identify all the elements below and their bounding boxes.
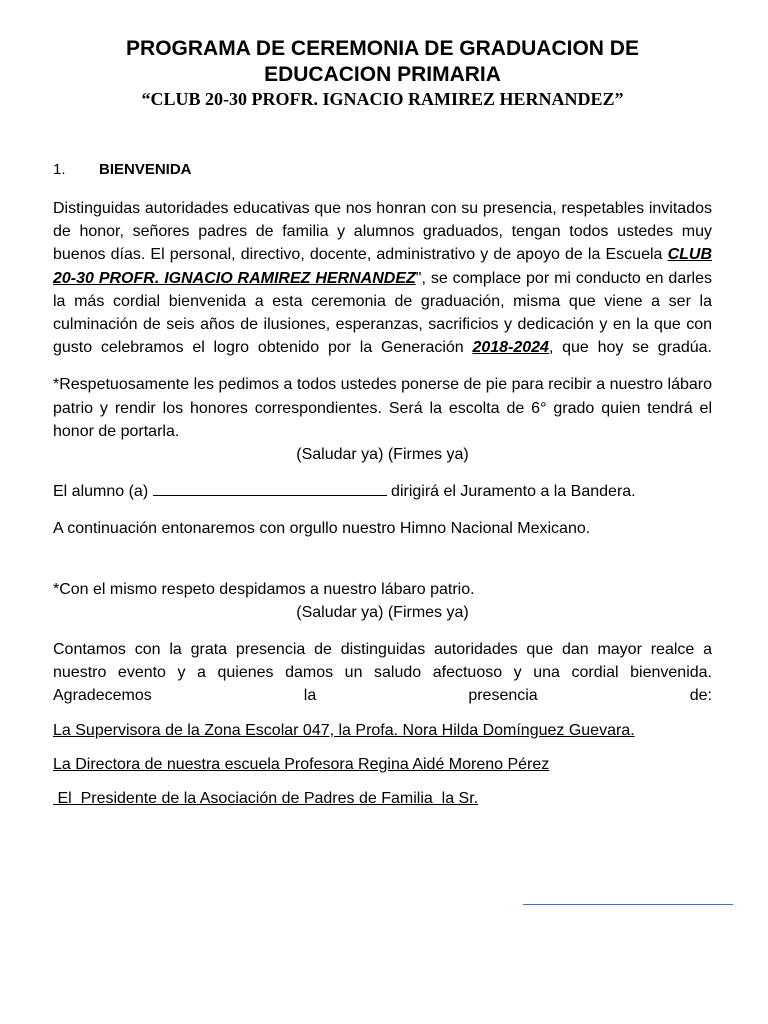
welcome-text-1: Distinguidas autoridades educativas que nos honran con su presencia, respetables invitados de honor, señores padres de familia y alumnos graduados, tengan todos ustedes muy buenos días. El personal, directivo, docente, administrativo y de apoyo de la Escuela xyxy=(53,200,712,264)
guest-parents-president: El Presidente de la Asociación de Padres de Familia la Sr. xyxy=(53,789,479,807)
salute-instructions-2: (Saludar ya) (Firmes ya) xyxy=(296,603,469,621)
authorities-paragraph: Contamos con la grata presencia de distinguidas autoridades que dan mayor realce a nuestro evento y a quienes damos un saludo afectuoso y una cordial bienvenida. Agradecemos la presencia de: xyxy=(53,641,712,705)
program-title xyxy=(53,36,712,88)
guest-supervisor: La Supervisora de la Zona Escolar 047, la Profa. Nora Hilda Domínguez Guevara. xyxy=(53,721,635,739)
welcome-paragraph xyxy=(53,197,712,359)
title-line-2: EDUCACION PRIMARIA xyxy=(264,63,501,86)
anthem-line: A continuación entonaremos con orgullo nuestro Himno Nacional Mexicano. xyxy=(53,520,591,538)
generation-years: 2018-2024 xyxy=(472,339,549,357)
oath-text-after: dirigirá el Juramento a la Bandera. xyxy=(386,483,636,501)
section-number: 1. xyxy=(53,161,66,178)
section-title: BIENVENIDA xyxy=(99,161,192,178)
student-name-blank[interactable] xyxy=(153,481,387,496)
school-subtitle: “CLUB 20-30 PROFR. IGNACIO RAMIREZ HERNANDEZ” xyxy=(141,89,624,109)
flag-intro-paragraph: *Respetuosamente les pedimos a todos ustedes ponerse de pie para recibir a nuestro lábaro patrio y rendir los honores correspondientes. Será la escolta de 6° grado quien tendrá el honor de portarla. xyxy=(53,376,712,440)
document-page xyxy=(53,36,712,810)
farewell-line: *Con el mismo respeto despidamos a nuestro lábaro patrio. xyxy=(53,580,475,598)
guest-principal: La Directora de nuestra escuela Profesora Regina Aidé Moreno Pérez xyxy=(53,755,550,773)
title-line-1: PROGRAMA DE CEREMONIA DE GRADUACION DE xyxy=(126,37,639,60)
school-name: CLUB 20-30 PROFR. IGNACIO RAMIREZ HERNANDEZ xyxy=(53,246,712,287)
welcome-text-2: ", se complace por mi conducto en darles la más cordial bienvenida a esta ceremonia de graduación, misma que viene a ser la culminación de seis años de ilusiones, esperanzas, sacrificios y dedicación y en la que con gusto celebramos el logro obtenido por la Generación xyxy=(53,269,713,357)
section-heading xyxy=(53,160,712,180)
blank-name-line xyxy=(523,904,733,905)
salute-instructions-1: (Saludar ya) (Firmes ya) xyxy=(296,446,469,464)
oath-text-before: El alumno (a) xyxy=(53,483,153,501)
oath-line xyxy=(53,480,712,503)
welcome-text-3: , que hoy se gradúa. xyxy=(548,339,712,357)
